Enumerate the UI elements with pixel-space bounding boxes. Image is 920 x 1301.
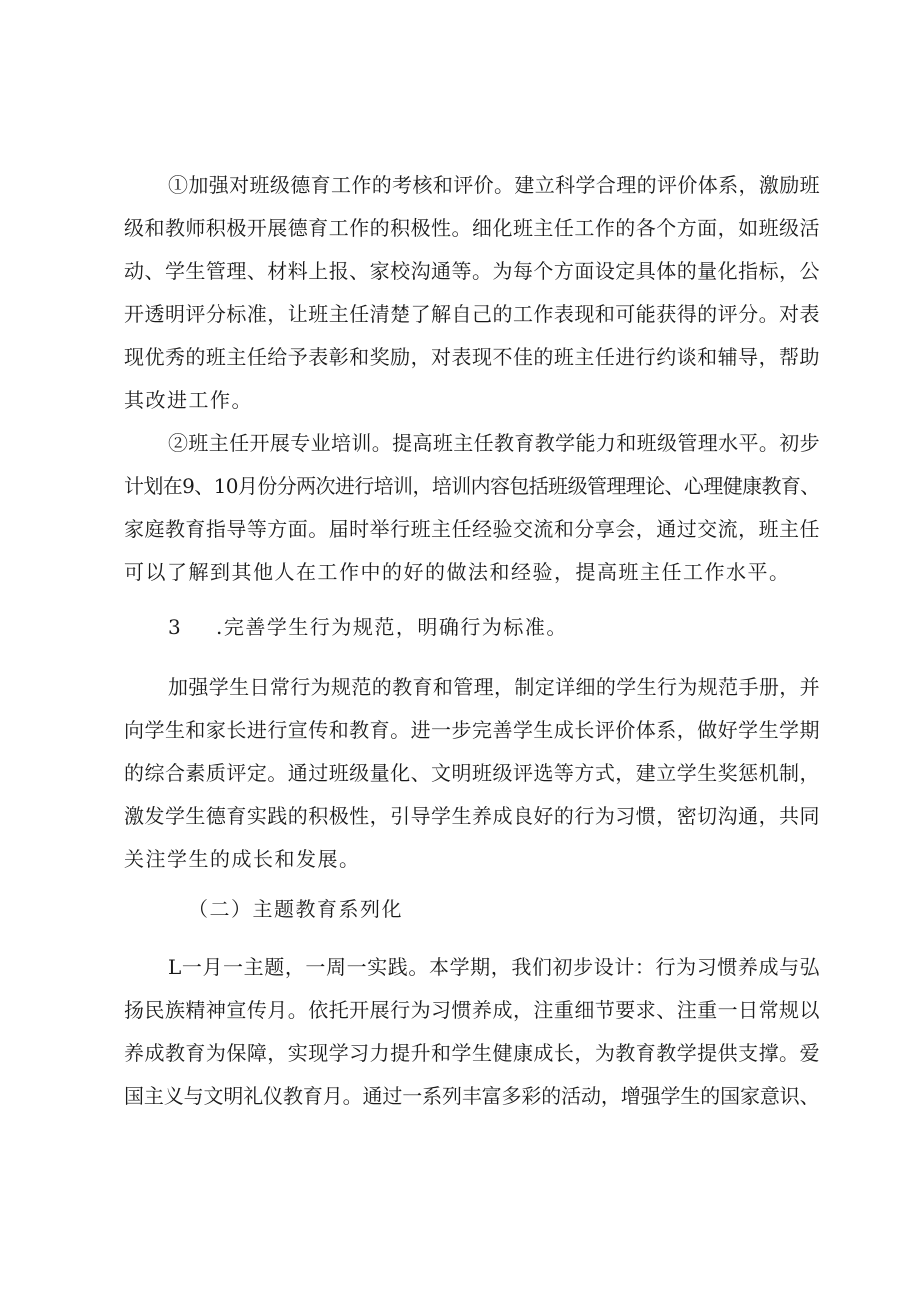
heading-text: （二）主题教育系列化 [188, 897, 403, 921]
heading-number: 3 [168, 615, 183, 639]
text-line: 激发学生德育实践的积极性，引导学生养成良好的行为习惯，密切沟通，共同 [124, 804, 820, 828]
text-line: 开透明评分标准，让班主任清楚了解自己的工作表现和可能获得的评分。对表 [124, 302, 820, 326]
text-line: L一月一主题，一周一实践。本学期，我们初步设计：行为习惯养成与弘 [168, 955, 821, 979]
section-heading-theme-education [168, 888, 768, 931]
text-line: 其改进工作。 [124, 388, 253, 412]
text-line: 向学生和家长进行宣传和教育。进一步完善学生成长评价体系，做好学生学期 [124, 718, 820, 742]
text-line: ②班主任开展专业培训。提高班主任教育教学能力和班级管理水平。初步 [168, 431, 820, 455]
text-line: 国主义与文明礼仪教育月。通过一系列丰富多彩的活动，增强学生的国家意识、 [124, 1084, 820, 1108]
section-heading-3 [168, 606, 768, 649]
text-line: 计划在9、10月份分两次进行培训，培训内容包括班级管理理论、心理健康教育、 [124, 474, 820, 498]
heading-text: .完善学生行为规范，明确行为标准。 [216, 615, 568, 639]
text-line: 关注学生的成长和发展。 [124, 847, 361, 871]
text-line: 动、学生管理、材料上报、家校沟通等。为每个方面设定具体的量化指标，公 [124, 259, 820, 283]
text-line: 家庭教育指导等方面。届时举行班主任经验交流和分享会，通过交流，班主任 [124, 517, 820, 541]
paragraph-class-evaluation [124, 164, 820, 422]
text-line: 加强学生日常行为规范的教育和管理，制定详细的学生行为规范手册，并 [168, 675, 820, 699]
text-line: 的综合素质评定。通过班级量化、文明班级评选等方式，建立学生奖惩机制， [124, 761, 820, 785]
paragraph-student-behavior [124, 666, 820, 881]
text-line: 级和教师积极开展德育工作的积极性。细化班主任工作的各个方面，如班级活 [124, 216, 820, 240]
paragraph-monthly-theme [124, 946, 820, 1118]
text-line: 可以了解到其他人在工作中的好的做法和经验，提高班主任工作水平。 [124, 560, 791, 584]
text-line: ①加强对班级德育工作的考核和评价。建立科学合理的评价体系，激励班 [168, 173, 820, 197]
text-line: 扬民族精神宣传月。依托开展行为习惯养成，注重细节要求、注重一日常规以 [124, 998, 820, 1022]
text-line: 现优秀的班主任给予表彰和奖励，对表现不佳的班主任进行约谈和辅导，帮助 [124, 345, 820, 369]
paragraph-teacher-training [124, 422, 820, 594]
text-line: 养成教育为保障，实现学习力提升和学生健康成长，为教育教学提供支撑。爱 [124, 1041, 820, 1065]
